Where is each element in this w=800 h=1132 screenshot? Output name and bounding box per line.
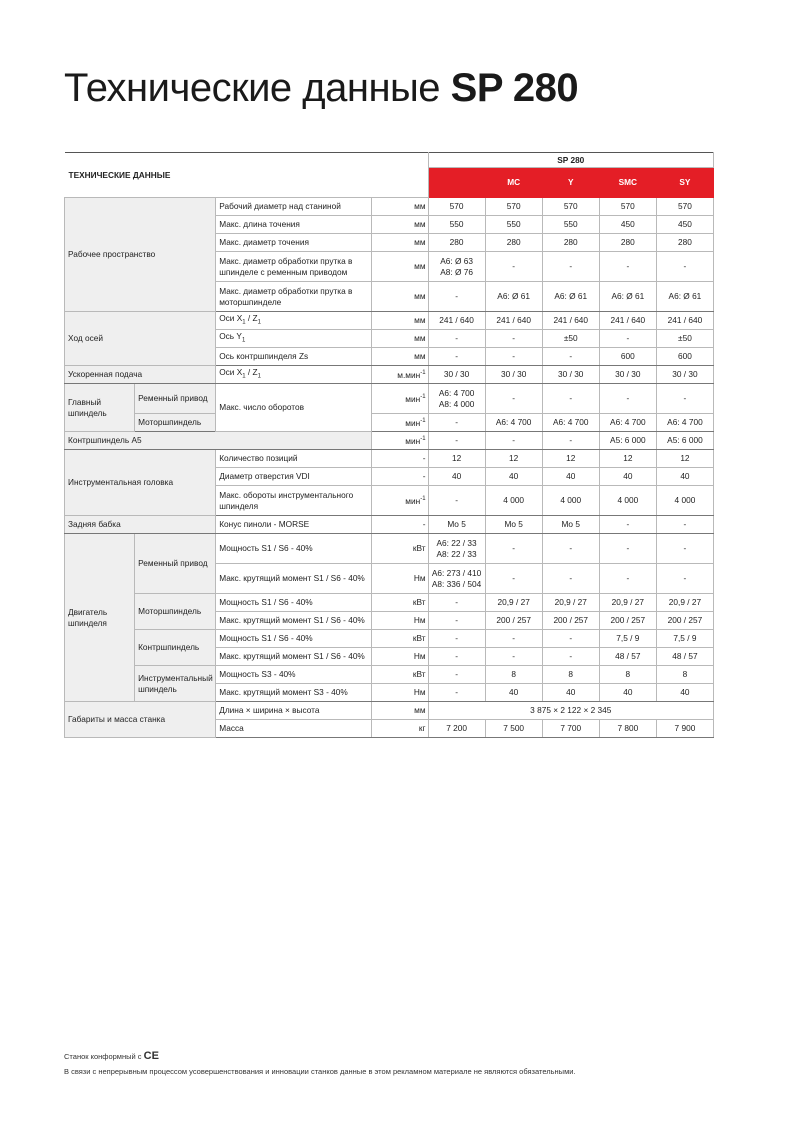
- table-cell: -: [428, 630, 485, 648]
- table-cell: 48 / 57: [656, 648, 713, 666]
- table-cell: -: [428, 594, 485, 612]
- table-cell: 241 / 640: [656, 312, 713, 330]
- table-cell: 30 / 30: [485, 366, 542, 384]
- param-label: Масса: [216, 720, 372, 738]
- model-header: [428, 168, 485, 198]
- table-cell: -: [542, 432, 599, 450]
- table-cell: 20,9 / 27: [485, 594, 542, 612]
- table-cell: 40: [599, 468, 656, 486]
- table-cell: -: [485, 384, 542, 414]
- param-label: Макс. крутящий момент S1 / S6 - 40%: [216, 612, 372, 630]
- table-cell: 241 / 640: [428, 312, 485, 330]
- param-label: Ось $Y_1$: [216, 330, 372, 348]
- table-cell: 40: [656, 684, 713, 702]
- table-cell: -: [656, 516, 713, 534]
- param-label: Макс. диаметр обработки прутка в моторшпинделе: [216, 282, 372, 312]
- param-label: Мощность S1 / S6 - 40%: [216, 630, 372, 648]
- unit-label: -: [372, 450, 428, 468]
- subgroup-label: Ременный привод: [135, 534, 216, 594]
- group-label: Инструментальная головка: [65, 450, 216, 516]
- param-label: Макс. диаметр обработки прутка в шпинделе с ременным приводом: [216, 252, 372, 282]
- table-cell: A5: 6 000: [599, 432, 656, 450]
- table-cell: 4 000: [542, 486, 599, 516]
- unit-label: мм: [372, 330, 428, 348]
- ce-mark-icon: CE: [143, 1050, 159, 1062]
- table-cell: -: [485, 648, 542, 666]
- table-cell: -: [428, 486, 485, 516]
- table-cell: 280: [485, 234, 542, 252]
- subgroup-label: Моторшпиндель: [135, 414, 216, 432]
- table-cell: -: [542, 630, 599, 648]
- unit-label: Нм: [372, 648, 428, 666]
- table-cell: 7 900: [656, 720, 713, 738]
- table-cell: A6: 273 / 410 A8: 336 / 504: [428, 564, 485, 594]
- table-cell: 7 200: [428, 720, 485, 738]
- subgroup-label: Моторшпиндель: [135, 594, 216, 630]
- tech-data-table: [64, 152, 714, 738]
- table-cell: 200 / 257: [485, 612, 542, 630]
- param-label: Макс. длина точения: [216, 216, 372, 234]
- model-header: Y: [542, 168, 599, 198]
- table-cell: -: [656, 252, 713, 282]
- table-cell: -: [656, 564, 713, 594]
- table-cell: 40: [542, 468, 599, 486]
- unit-label: кВт: [372, 630, 428, 648]
- ce-conformity-note: Станок конформный с CE: [64, 1050, 159, 1062]
- table-cell: 7 500: [485, 720, 542, 738]
- subgroup-label: Ременный привод: [135, 384, 216, 414]
- unit-label: кг: [372, 720, 428, 738]
- table-cell: -: [485, 432, 542, 450]
- table-cell: 12: [656, 450, 713, 468]
- table-cell: A6: Ø 61: [485, 282, 542, 312]
- table-cell: 40: [656, 468, 713, 486]
- unit-label: Нм: [372, 684, 428, 702]
- table-cell: -: [428, 666, 485, 684]
- table-cell: 570: [542, 198, 599, 216]
- table-cell: 4 000: [656, 486, 713, 516]
- table-cell: 20,9 / 27: [599, 594, 656, 612]
- table-cell: 570: [485, 198, 542, 216]
- table-cell: A6: Ø 63 A8: Ø 76: [428, 252, 485, 282]
- table-cell: 12: [485, 450, 542, 468]
- group-label: Ход осей: [65, 312, 216, 366]
- table-cell: -: [599, 564, 656, 594]
- param-label: Конус пиноли - MORSE: [216, 516, 372, 534]
- table-cell: 3 875 × 2 122 × 2 345: [428, 702, 713, 720]
- model-header: SY: [656, 168, 713, 198]
- param-label: Макс. крутящий момент S3 - 40%: [216, 684, 372, 702]
- unit-label: мм: [372, 234, 428, 252]
- table-cell: A5: 6 000: [656, 432, 713, 450]
- table-cell: -: [485, 534, 542, 564]
- table-cell: 280: [656, 234, 713, 252]
- table-cell: 8: [485, 666, 542, 684]
- param-label: Мощность S3 - 40%: [216, 666, 372, 684]
- unit-label: мин$^{-1}$: [372, 486, 428, 516]
- param-label: Макс. обороты инструментального шпинделя: [216, 486, 372, 516]
- unit-label: кВт: [372, 594, 428, 612]
- table-cell: 200 / 257: [656, 612, 713, 630]
- table-cell: 7,5 / 9: [599, 630, 656, 648]
- table-cell: 7,5 / 9: [656, 630, 713, 648]
- table-cell: -: [428, 414, 485, 432]
- table-cell: -: [428, 282, 485, 312]
- param-label: Макс. крутящий момент S1 / S6 - 40%: [216, 564, 372, 594]
- table-cell: 30 / 30: [428, 366, 485, 384]
- table-cell: 20,9 / 27: [656, 594, 713, 612]
- param-label: Длина × ширина × высота: [216, 702, 372, 720]
- table-cell: ±50: [542, 330, 599, 348]
- table-cell: 12: [599, 450, 656, 468]
- table-cell: 30 / 30: [599, 366, 656, 384]
- table-cell: -: [485, 564, 542, 594]
- table-cell: 40: [485, 468, 542, 486]
- table-cell: 8: [599, 666, 656, 684]
- table-cell: -: [485, 252, 542, 282]
- table-cell: 200 / 257: [542, 612, 599, 630]
- table-cell: A6: 4 700: [656, 414, 713, 432]
- table-header-label: ТЕХНИЧЕСКИЕ ДАННЫЕ: [65, 153, 429, 198]
- table-cell: -: [656, 534, 713, 564]
- table-cell: A6: 4 700: [485, 414, 542, 432]
- table-cell: A6: 4 700 A8: 4 000: [428, 384, 485, 414]
- table-cell: 7 800: [599, 720, 656, 738]
- table-cell: -: [428, 348, 485, 366]
- table-cell: A6: 4 700: [542, 414, 599, 432]
- group-label: Задняя бабка: [65, 516, 216, 534]
- table-cell: -: [599, 330, 656, 348]
- table-cell: -: [542, 648, 599, 666]
- model-group-header: SP 280: [428, 153, 713, 168]
- table-cell: -: [542, 252, 599, 282]
- table-cell: 200 / 257: [599, 612, 656, 630]
- table-cell: -: [656, 384, 713, 414]
- table-cell: -: [599, 252, 656, 282]
- unit-label: Нм: [372, 564, 428, 594]
- table-cell: -: [599, 534, 656, 564]
- table-cell: 450: [656, 216, 713, 234]
- param-label: Макс. диаметр точения: [216, 234, 372, 252]
- unit-label: мм: [372, 252, 428, 282]
- table-cell: 450: [599, 216, 656, 234]
- table-cell: 40: [542, 684, 599, 702]
- unit-label: кВт: [372, 666, 428, 684]
- table-cell: 280: [428, 234, 485, 252]
- table-cell: 570: [428, 198, 485, 216]
- unit-label: мин$^{-1}$: [372, 432, 428, 450]
- group-label: Рабочее пространство: [65, 198, 216, 312]
- table-cell: -: [485, 348, 542, 366]
- table-cell: -: [542, 534, 599, 564]
- param-label: Макс. число оборотов: [216, 384, 372, 432]
- table-cell: 600: [599, 348, 656, 366]
- unit-label: мм: [372, 312, 428, 330]
- subgroup-label: Инструментальный шпиндель: [135, 666, 216, 702]
- unit-label: -: [372, 516, 428, 534]
- param-label: Рабочий диаметр над станиной: [216, 198, 372, 216]
- param-label: Количество позиций: [216, 450, 372, 468]
- table-cell: Mo 5: [485, 516, 542, 534]
- table-cell: 241 / 640: [599, 312, 656, 330]
- table-cell: -: [599, 384, 656, 414]
- table-cell: 12: [428, 450, 485, 468]
- table-cell: -: [542, 348, 599, 366]
- table-cell: A6: 4 700: [599, 414, 656, 432]
- unit-label: мм: [372, 702, 428, 720]
- table-cell: Mo 5: [542, 516, 599, 534]
- table-cell: 241 / 640: [542, 312, 599, 330]
- group-label: Главный шпиндель: [65, 384, 135, 432]
- param-label: Диаметр отверстия VDI: [216, 468, 372, 486]
- unit-label: кВт: [372, 534, 428, 564]
- table-cell: -: [599, 516, 656, 534]
- table-cell: 4 000: [485, 486, 542, 516]
- table-cell: ±50: [656, 330, 713, 348]
- disclaimer: В связи с непрерывным процессом усовершенствования и инновации станков данные в этом рекламном материале не являются обязательными.: [64, 1067, 576, 1076]
- table-cell: -: [485, 330, 542, 348]
- group-label: Двигатель шпинделя: [65, 534, 135, 702]
- unit-label: мм: [372, 198, 428, 216]
- table-cell: -: [428, 330, 485, 348]
- table-cell: -: [542, 384, 599, 414]
- group-label: Габариты и масса станка: [65, 702, 216, 738]
- table-cell: A6: Ø 61: [542, 282, 599, 312]
- unit-label: Нм: [372, 612, 428, 630]
- subgroup-label: Контршпиндель: [135, 630, 216, 666]
- table-cell: -: [428, 648, 485, 666]
- model-header: MC: [485, 168, 542, 198]
- unit-label: мм: [372, 348, 428, 366]
- table-cell: 4 000: [599, 486, 656, 516]
- table-cell: 30 / 30: [542, 366, 599, 384]
- table-cell: -: [485, 630, 542, 648]
- table-cell: -: [542, 564, 599, 594]
- table-cell: 12: [542, 450, 599, 468]
- table-cell: -: [428, 432, 485, 450]
- table-cell: 550: [485, 216, 542, 234]
- table-cell: Mo 5: [428, 516, 485, 534]
- param-label: Макс. крутящий момент S1 / S6 - 40%: [216, 648, 372, 666]
- unit-label: -: [372, 468, 428, 486]
- table-cell: 8: [542, 666, 599, 684]
- group-label: Ускоренная подача: [65, 366, 216, 384]
- unit-label: мин$^{-1}$: [372, 384, 428, 414]
- table-cell: 550: [428, 216, 485, 234]
- table-cell: 7 700: [542, 720, 599, 738]
- table-cell: 280: [599, 234, 656, 252]
- unit-label: мин$^{-1}$: [372, 414, 428, 432]
- table-cell: 48 / 57: [599, 648, 656, 666]
- table-cell: A6: Ø 61: [599, 282, 656, 312]
- unit-label: мм: [372, 282, 428, 312]
- table-cell: A6: 22 / 33 A8: 22 / 33: [428, 534, 485, 564]
- table-cell: 20,9 / 27: [542, 594, 599, 612]
- model-header: SMC: [599, 168, 656, 198]
- param-label: Оси $X_1 / Z_1$: [216, 312, 372, 330]
- table-cell: 241 / 640: [485, 312, 542, 330]
- table-cell: A6: Ø 61: [656, 282, 713, 312]
- group-label: Контршпиндель A5: [65, 432, 372, 450]
- param-label: Оси $X_1 / Z_1$: [216, 366, 372, 384]
- param-label: Мощность S1 / S6 - 40%: [216, 594, 372, 612]
- table-cell: 40: [599, 684, 656, 702]
- table-cell: -: [428, 684, 485, 702]
- unit-label: мм: [372, 216, 428, 234]
- table-cell: 8: [656, 666, 713, 684]
- table-cell: 570: [599, 198, 656, 216]
- table-cell: 40: [485, 684, 542, 702]
- table-cell: 570: [656, 198, 713, 216]
- unit-label: м.мин$^{-1}$: [372, 366, 428, 384]
- table-cell: 550: [542, 216, 599, 234]
- param-label: Ось контршпинделя Zs: [216, 348, 372, 366]
- param-label: Мощность S1 / S6 - 40%: [216, 534, 372, 564]
- page-title: Технические данные SP 280: [64, 66, 579, 110]
- table-cell: -: [428, 612, 485, 630]
- table-cell: 40: [428, 468, 485, 486]
- table-cell: 280: [542, 234, 599, 252]
- table-cell: 600: [656, 348, 713, 366]
- table-cell: 30 / 30: [656, 366, 713, 384]
